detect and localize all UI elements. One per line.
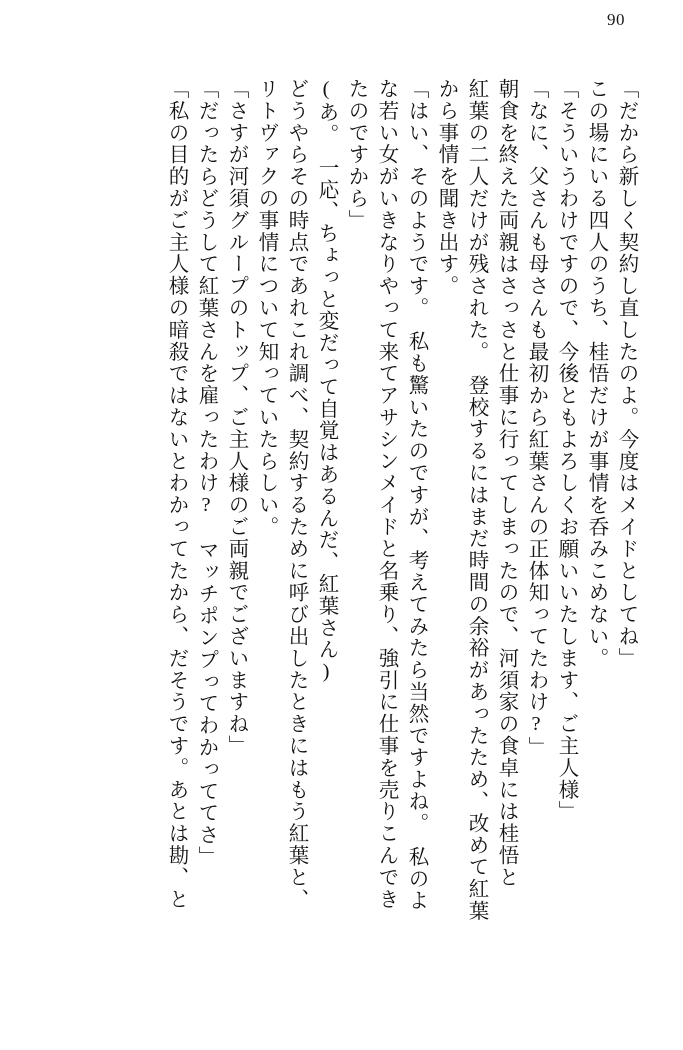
text-column: 「私の目的がご主人様の暗殺ではないとわかってたから、だそうです。あとは勘、と xyxy=(165,78,187,911)
text-column: (あ。 一応、ちょっと変だって自覚はあるんだ、紅葉さん) xyxy=(315,78,337,684)
text-column: 朝食を終えた両親はさっさと仕事に行ってしまったので、河須家の食卓には桂悟と xyxy=(495,78,517,889)
text-column: この場にいる四人のうち、桂悟だけが事情を呑みこめない。 xyxy=(585,78,607,670)
text-column: たのですから」 xyxy=(345,78,367,232)
text-column: 「なに、父さんも母さんも最初から紅葉さんの正体知ってたわけ?」 xyxy=(525,78,547,759)
text-column: から事情を聞き出す。 xyxy=(435,78,457,297)
text-column: 「そういうわけですので、今後ともよろしくお願いいたします、ご主人様」 xyxy=(555,78,577,823)
vertical-text-block xyxy=(28,78,636,1018)
text-column: 「だから新しく契約し直したのよ。今度はメイドとしてね」 xyxy=(615,78,637,670)
text-column: 「だったらどうして紅葉さんを雇ったわけ? マッチポンプってわかっててさ」 xyxy=(195,78,217,868)
text-column: どうやらその時点であれこれ調べ、契約するために呼び出したときにはもう紅葉と、 xyxy=(285,78,307,911)
text-column: 「さすが河須グループのトップ、ご主人様のご両親でございますね」 xyxy=(225,78,247,757)
page-number: 90 xyxy=(607,10,625,29)
text-column: 「はい、そのようです。 私も驚いたのですが、考えてみたら当然ですよね。 私のよ xyxy=(405,78,427,912)
text-column: な若い女がいきなりやって来てアサシンメイドと名乗り、強引に仕事を売りこんでき xyxy=(375,78,397,911)
text-column: 紅葉の二人だけが残された。 登校するにはまだ時間の余裕があったため、改めて紅葉 xyxy=(465,78,487,922)
text-column: リトヴァクの事情について知っていたらしい。 xyxy=(255,78,277,538)
